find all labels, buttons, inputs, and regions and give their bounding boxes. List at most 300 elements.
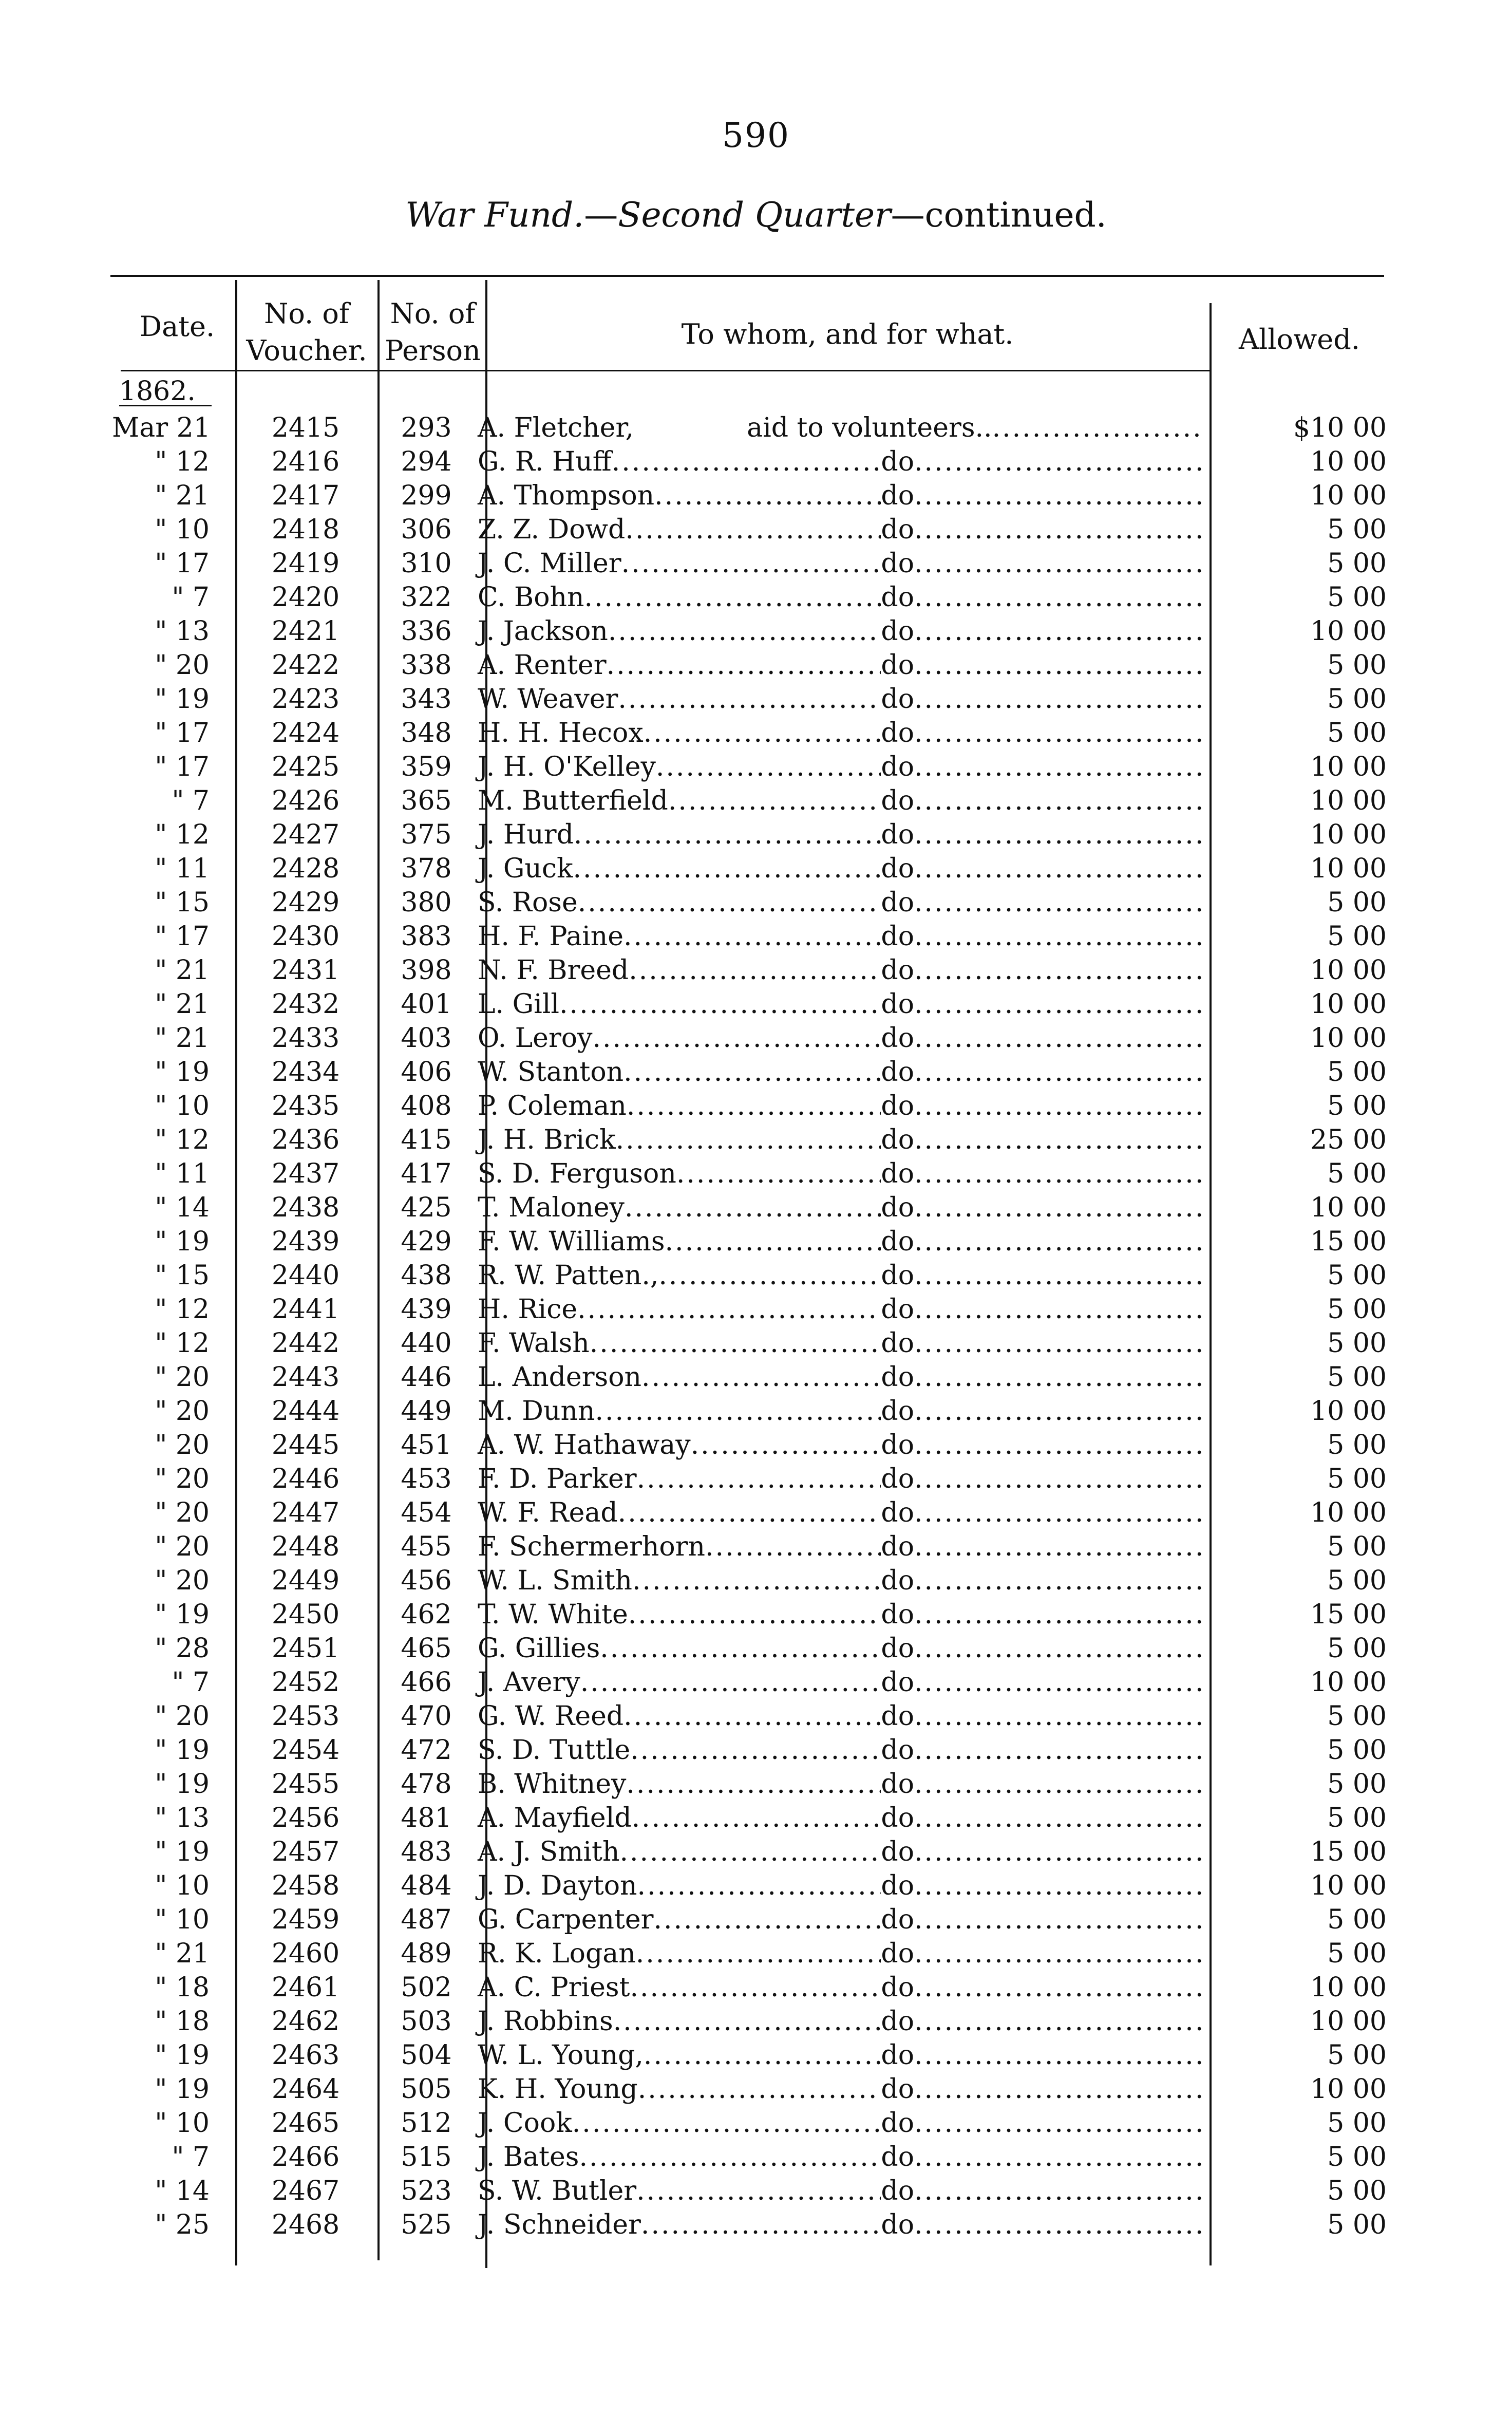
row-purpose: do — [881, 582, 914, 613]
row-voucher-number: 2443 — [271, 1362, 340, 1393]
row-leader-dots — [626, 1767, 881, 1801]
row-voucher-number: 2436 — [271, 1125, 340, 1155]
row-amount-allowed: 10 00 — [1310, 819, 1387, 850]
row-person-number: 454 — [401, 1497, 452, 1528]
row-leader-dots — [572, 2106, 881, 2140]
header-voucher — [237, 295, 376, 369]
row-voucher-number: 2449 — [271, 1565, 340, 1596]
row-voucher-number: 2463 — [271, 2040, 340, 2071]
row-leader-dots — [623, 1699, 881, 1733]
row-voucher-number: 2457 — [271, 1837, 340, 1867]
row-leader-dots — [992, 411, 1202, 445]
title-war-fund: War Fund. — [405, 195, 584, 235]
row-leader-dots — [625, 1191, 881, 1225]
row-voucher-number: 2441 — [271, 1294, 340, 1325]
row-amount-allowed: 5 00 — [1327, 1464, 1387, 1494]
row-date: " 19 — [155, 1837, 210, 1867]
row-leader-dots — [632, 1564, 881, 1598]
row-date: " 10 — [155, 1904, 210, 1935]
row-amount-allowed: 10 00 — [1310, 1667, 1387, 1698]
row-trailing-dots — [914, 1394, 1202, 1428]
row-purpose: do — [881, 1260, 914, 1291]
row-person-number: 446 — [401, 1362, 452, 1393]
row-payee-name: T. Maloney — [478, 1192, 625, 1223]
row-leader-dots — [621, 547, 881, 580]
header-date: Date. — [139, 310, 215, 343]
row-trailing-dots — [914, 1530, 1202, 1564]
row-person-number: 456 — [401, 1565, 452, 1596]
row-leader-dots — [618, 682, 881, 716]
row-amount-allowed: 10 00 — [1310, 1972, 1387, 2003]
row-trailing-dots — [914, 818, 1202, 852]
row-payee — [478, 682, 1202, 716]
row-person-number: 472 — [401, 1735, 452, 1766]
row-amount-allowed: 5 00 — [1327, 887, 1387, 918]
table-row — [0, 682, 1512, 716]
row-amount-allowed: 10 00 — [1310, 1497, 1387, 1528]
row-leader-dots — [691, 1428, 881, 1462]
row-trailing-dots — [914, 1157, 1202, 1191]
row-voucher-number: 2423 — [271, 684, 340, 715]
row-trailing-dots — [914, 886, 1202, 920]
row-purpose: do — [881, 548, 914, 579]
row-leader-dots — [584, 580, 881, 614]
row-payee-name: L. Gill — [478, 989, 560, 1020]
row-person-number: 503 — [401, 2006, 452, 2037]
row-leader-dots — [618, 1496, 881, 1530]
row-payee — [478, 2038, 1202, 2072]
row-voucher-number: 2450 — [271, 1599, 340, 1630]
row-payee-name: H. H. Hecox — [478, 718, 644, 748]
row-voucher-number: 2462 — [271, 2006, 340, 2037]
row-leader-dots — [668, 784, 881, 818]
row-payee — [478, 784, 1202, 818]
row-trailing-dots — [914, 2038, 1202, 2072]
header-voucher-line2: Voucher. — [246, 334, 367, 367]
row-payee — [478, 1564, 1202, 1598]
row-payee-name: A. J. Smith — [478, 1837, 620, 1867]
row-date: " 19 — [155, 1226, 210, 1257]
table-row — [0, 750, 1512, 784]
row-voucher-number: 2418 — [271, 514, 340, 545]
row-date: " 12 — [155, 819, 210, 850]
row-purpose: do — [881, 2209, 914, 2240]
table-row — [0, 1971, 1512, 2005]
row-amount-allowed: 10 00 — [1310, 480, 1387, 511]
table-row — [0, 1632, 1512, 1665]
row-voucher-number: 2437 — [271, 1158, 340, 1189]
row-voucher-number: 2464 — [271, 2074, 340, 2105]
table-row — [0, 1733, 1512, 1767]
row-payee-name: A. Fletcher, — [478, 413, 634, 443]
row-payee — [478, 2106, 1202, 2140]
row-leader-dots — [636, 2174, 881, 2208]
row-amount-allowed: 5 00 — [1327, 718, 1387, 748]
row-payee — [478, 445, 1202, 479]
row-payee — [478, 411, 1202, 445]
row-purpose: do — [881, 446, 914, 477]
row-trailing-dots — [914, 987, 1202, 1021]
row-payee-name: G. W. Reed — [478, 1701, 624, 1732]
row-leader-dots — [630, 1971, 881, 2005]
table-row — [0, 2140, 1512, 2174]
row-leader-dots — [638, 2072, 881, 2106]
row-payee — [478, 1360, 1202, 1394]
row-payee — [478, 987, 1202, 1021]
row-payee — [478, 1665, 1202, 1699]
row-person-number: 415 — [401, 1125, 452, 1155]
row-purpose: do — [881, 887, 914, 918]
row-leader-dots — [665, 1225, 881, 1259]
row-amount-allowed: 15 00 — [1310, 1226, 1387, 1257]
row-person-number: 439 — [401, 1294, 452, 1325]
row-payee-name: H. Rice — [478, 1294, 578, 1325]
row-purpose: do — [881, 650, 914, 681]
row-amount-allowed: 5 00 — [1327, 1565, 1387, 1596]
row-purpose: aid to volunteers.. — [747, 413, 992, 443]
row-voucher-number: 2438 — [271, 1192, 340, 1223]
row-payee-name: J. Guck — [478, 853, 573, 884]
row-payee-name: M. Butterfield — [478, 785, 668, 816]
row-date: " 12 — [155, 1328, 210, 1359]
row-purpose: do — [881, 1701, 914, 1732]
row-date: Mar 21 — [112, 413, 211, 443]
row-payee — [478, 1801, 1202, 1835]
table-row — [0, 1496, 1512, 1530]
row-person-number: 293 — [401, 413, 452, 443]
row-purpose: do — [881, 1294, 914, 1325]
table-row — [0, 547, 1512, 580]
row-leader-dots — [573, 852, 881, 886]
row-person-number: 348 — [401, 718, 452, 748]
row-purpose: do — [881, 1938, 914, 1969]
row-person-number: 440 — [401, 1328, 452, 1359]
row-payee-name: J. C. Miller — [478, 548, 621, 579]
row-purpose: do — [881, 1837, 914, 1867]
row-person-number: 417 — [401, 1158, 452, 1189]
table-row — [0, 953, 1512, 987]
row-date: " 20 — [155, 1531, 210, 1562]
row-payee — [478, 1903, 1202, 1937]
row-purpose: do — [881, 1023, 914, 1054]
row-trailing-dots — [914, 445, 1202, 479]
row-trailing-dots — [914, 547, 1202, 580]
row-person-number: 378 — [401, 853, 452, 884]
row-amount-allowed: 5 00 — [1327, 1938, 1387, 1969]
table-row — [0, 411, 1512, 445]
table-row — [0, 1021, 1512, 1055]
row-leader-dots — [616, 1123, 881, 1157]
row-payee — [478, 920, 1202, 953]
row-purpose: do — [881, 1972, 914, 2003]
row-voucher-number: 2420 — [271, 582, 340, 613]
row-purpose: do — [881, 2040, 914, 2071]
row-payee-name: J. Schneider — [478, 2209, 641, 2240]
row-purpose: do — [881, 1633, 914, 1664]
row-payee-name: G. Gillies — [478, 1633, 600, 1664]
row-date: " 19 — [155, 684, 210, 715]
row-voucher-number: 2440 — [271, 1260, 340, 1291]
row-purpose: do — [881, 1735, 914, 1766]
year-label: 1862. — [119, 376, 196, 407]
row-date: " 21 — [155, 955, 210, 986]
row-payee-name: A. Thompson — [478, 480, 655, 511]
row-amount-allowed: 10 00 — [1310, 2006, 1387, 2037]
row-person-number: 299 — [401, 480, 452, 511]
row-trailing-dots — [914, 1564, 1202, 1598]
row-trailing-dots — [914, 1767, 1202, 1801]
row-leader-dots — [623, 1055, 881, 1089]
row-gap — [634, 411, 747, 445]
row-date: " 10 — [155, 514, 210, 545]
row-leader-dots — [641, 1360, 881, 1394]
row-voucher-number: 2425 — [271, 752, 340, 782]
row-payee-name: J. H. Brick — [478, 1125, 616, 1155]
row-person-number: 403 — [401, 1023, 452, 1054]
row-voucher-number: 2455 — [271, 1769, 340, 1800]
row-amount-allowed: 5 00 — [1327, 1260, 1387, 1291]
row-leader-dots — [637, 1462, 881, 1496]
row-amount-allowed: 5 00 — [1327, 2040, 1387, 2071]
row-purpose: do — [881, 1531, 914, 1562]
row-payee — [478, 1937, 1202, 1971]
row-amount-allowed: 5 00 — [1327, 1091, 1387, 1121]
row-person-number: 453 — [401, 1464, 452, 1494]
row-voucher-number: 2447 — [271, 1497, 340, 1528]
row-amount-allowed: 10 00 — [1310, 2074, 1387, 2105]
row-purpose: do — [881, 1362, 914, 1393]
row-purpose: do — [881, 1769, 914, 1800]
row-payee — [478, 1293, 1202, 1326]
row-amount-allowed: 10 00 — [1310, 955, 1387, 986]
row-trailing-dots — [914, 1191, 1202, 1225]
row-date: " 19 — [155, 1599, 210, 1630]
row-leader-dots — [577, 1293, 881, 1326]
table-row — [0, 1191, 1512, 1225]
row-payee-name: H. F. Paine — [478, 921, 623, 952]
row-trailing-dots — [914, 1123, 1202, 1157]
row-voucher-number: 2427 — [271, 819, 340, 850]
table-row — [0, 2174, 1512, 2208]
row-purpose: do — [881, 1464, 914, 1494]
row-date: " 19 — [155, 2040, 210, 2071]
row-voucher-number: 2444 — [271, 1396, 340, 1427]
row-payee — [478, 1055, 1202, 1089]
table-row — [0, 2208, 1512, 2242]
title-second-quarter: Second Quarter — [618, 195, 891, 235]
row-trailing-dots — [914, 1293, 1202, 1326]
row-person-number: 322 — [401, 582, 452, 613]
row-amount-allowed: 10 00 — [1310, 785, 1387, 816]
row-date: " 19 — [155, 1769, 210, 1800]
row-person-number: 310 — [401, 548, 452, 579]
row-payee-name: L. Anderson — [478, 1362, 642, 1393]
table-row — [0, 614, 1512, 648]
row-amount-allowed: 10 00 — [1310, 1870, 1387, 1901]
row-payee-name: S. D. Ferguson — [478, 1158, 676, 1189]
row-payee — [478, 2208, 1202, 2242]
row-trailing-dots — [914, 1326, 1202, 1360]
row-leader-dots — [600, 1632, 881, 1665]
row-amount-allowed: 5 00 — [1327, 1633, 1387, 1664]
row-payee-name: F. Walsh — [478, 1328, 590, 1359]
row-amount-allowed: 5 00 — [1327, 921, 1387, 952]
row-payee-name: Z. Z. Dowd — [478, 514, 626, 545]
row-date: " 17 — [155, 548, 210, 579]
row-payee — [478, 1733, 1202, 1767]
row-leader-dots — [612, 445, 881, 479]
row-purpose: do — [881, 1803, 914, 1833]
row-date: " 7 — [172, 2142, 210, 2172]
row-leader-dots — [628, 1598, 881, 1632]
row-amount-allowed: 10 00 — [1310, 446, 1387, 477]
row-trailing-dots — [914, 1021, 1202, 1055]
row-date: " 10 — [155, 1870, 210, 1901]
row-payee-name: A. Renter — [478, 650, 607, 681]
row-payee — [478, 2005, 1202, 2038]
row-amount-allowed: 10 00 — [1310, 1023, 1387, 1054]
row-payee-name: J. Avery — [478, 1667, 580, 1698]
row-amount-allowed: 10 00 — [1310, 752, 1387, 782]
row-purpose: do — [881, 2006, 914, 2037]
row-voucher-number: 2432 — [271, 989, 340, 1020]
row-person-number: 438 — [401, 1260, 452, 1291]
row-purpose: do — [881, 853, 914, 884]
row-person-number: 375 — [401, 819, 452, 850]
row-payee — [478, 1496, 1202, 1530]
row-payee — [478, 479, 1202, 513]
row-leader-dots — [580, 1665, 881, 1699]
row-payee-name: C. Bohn — [478, 582, 584, 613]
row-trailing-dots — [914, 580, 1202, 614]
table-row — [0, 920, 1512, 953]
row-date: " 20 — [155, 1430, 210, 1460]
row-payee — [478, 1157, 1202, 1191]
row-trailing-dots — [914, 1733, 1202, 1767]
row-leader-dots — [632, 1801, 881, 1835]
row-person-number: 365 — [401, 785, 452, 816]
row-payee — [478, 1225, 1202, 1259]
row-payee-name: B. Whitney — [478, 1769, 627, 1800]
table-row — [0, 1293, 1512, 1326]
row-payee — [478, 1598, 1202, 1632]
row-payee-name: K. H. Young — [478, 2074, 638, 2105]
row-date: " 14 — [155, 2176, 210, 2206]
row-date: " 12 — [155, 1125, 210, 1155]
row-voucher-number: 2439 — [271, 1226, 340, 1257]
row-payee — [478, 852, 1202, 886]
row-voucher-number: 2415 — [271, 413, 340, 443]
row-leader-dots — [613, 2005, 881, 2038]
row-payee-name: G. R. Huff — [478, 446, 612, 477]
row-payee-name: W. L. Smith — [478, 1565, 632, 1596]
row-payee — [478, 1530, 1202, 1564]
row-date: " 19 — [155, 2074, 210, 2105]
row-payee-name: J. Bates — [478, 2142, 579, 2172]
row-person-number: 429 — [401, 1226, 452, 1257]
row-purpose: do — [881, 1904, 914, 1935]
row-payee-name: O. Leroy — [478, 1023, 593, 1054]
row-trailing-dots — [914, 1259, 1202, 1293]
row-purpose: do — [881, 921, 914, 952]
row-amount-allowed: 5 00 — [1327, 650, 1387, 681]
row-trailing-dots — [914, 614, 1202, 648]
table-row — [0, 1801, 1512, 1835]
row-purpose: do — [881, 1565, 914, 1596]
row-date: " 20 — [155, 1565, 210, 1596]
row-purpose: do — [881, 752, 914, 782]
table-row — [0, 1123, 1512, 1157]
row-payee — [478, 547, 1202, 580]
row-amount-allowed: 15 00 — [1310, 1837, 1387, 1867]
table-row — [0, 580, 1512, 614]
page-number: 590 — [722, 116, 790, 155]
row-purpose: do — [881, 514, 914, 545]
row-date: " 13 — [155, 1803, 210, 1833]
row-voucher-number: 2435 — [271, 1091, 340, 1121]
row-trailing-dots — [914, 1462, 1202, 1496]
row-leader-dots — [629, 953, 881, 987]
row-voucher-number: 2421 — [271, 616, 340, 647]
row-person-number: 478 — [401, 1769, 452, 1800]
row-payee-name: G. Carpenter — [478, 1904, 654, 1935]
row-person-number: 466 — [401, 1667, 452, 1698]
row-payee-name: J. Cook — [478, 2108, 572, 2139]
row-person-number: 455 — [401, 1531, 452, 1562]
row-voucher-number: 2434 — [271, 1057, 340, 1088]
row-payee — [478, 1699, 1202, 1733]
row-payee — [478, 750, 1202, 784]
row-payee-name: W. L. Young, — [478, 2040, 644, 2071]
table-row — [0, 2038, 1512, 2072]
row-amount-allowed: 5 00 — [1327, 2108, 1387, 2139]
row-person-number: 336 — [401, 616, 452, 647]
row-date: " 12 — [155, 1294, 210, 1325]
row-person-number: 502 — [401, 1972, 452, 2003]
row-payee-name: M. Dunn — [478, 1396, 595, 1427]
row-amount-allowed: $10 00 — [1293, 413, 1387, 443]
row-amount-allowed: 5 00 — [1327, 684, 1387, 715]
table-row — [0, 1869, 1512, 1903]
row-trailing-dots — [914, 1496, 1202, 1530]
row-trailing-dots — [914, 1937, 1202, 1971]
row-payee — [478, 953, 1202, 987]
row-payee — [478, 2072, 1202, 2106]
row-person-number: 383 — [401, 921, 452, 952]
row-leader-dots — [705, 1530, 881, 1564]
row-voucher-number: 2454 — [271, 1735, 340, 1766]
row-amount-allowed: 5 00 — [1327, 2209, 1387, 2240]
row-purpose: do — [881, 1226, 914, 1257]
row-leader-dots — [637, 1869, 881, 1903]
row-date: " 28 — [155, 1633, 210, 1664]
header-person-line1: No. of — [390, 297, 476, 330]
row-amount-allowed: 5 00 — [1327, 1362, 1387, 1393]
row-leader-dots — [590, 1326, 881, 1360]
row-person-number: 481 — [401, 1803, 452, 1833]
row-voucher-number: 2459 — [271, 1904, 340, 1935]
title-dash-2: — — [891, 195, 925, 235]
row-payee-name: S. W. Butler — [478, 2176, 637, 2206]
table-row — [0, 1157, 1512, 1191]
row-voucher-number: 2416 — [271, 446, 340, 477]
row-person-number: 359 — [401, 752, 452, 782]
row-person-number: 512 — [401, 2108, 452, 2139]
row-payee-name: F. W. Williams — [478, 1226, 665, 1257]
row-leader-dots — [644, 2038, 881, 2072]
row-trailing-dots — [914, 1360, 1202, 1394]
row-payee-name: J. Jackson — [478, 616, 608, 647]
